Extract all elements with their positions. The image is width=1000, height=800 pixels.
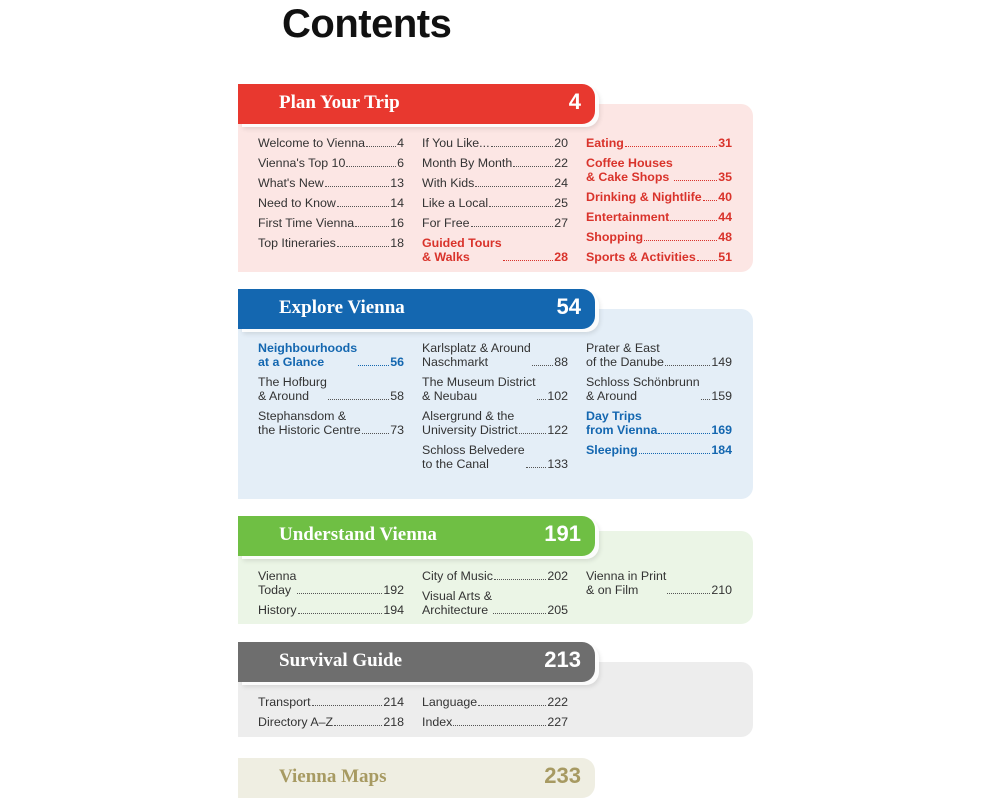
section-page-number: 191 xyxy=(544,521,581,546)
toc-entry[interactable] xyxy=(258,603,404,617)
dot-leader xyxy=(674,180,717,181)
toc-entry-label: History xyxy=(258,603,297,617)
toc-entry-label: Karlsplatz & Around Naschmarkt xyxy=(422,341,531,369)
dot-leader xyxy=(366,146,396,147)
dot-leader xyxy=(491,146,554,147)
dot-leader xyxy=(667,593,710,594)
toc-entry[interactable] xyxy=(422,136,568,150)
toc-entry-label: Transport xyxy=(258,695,311,709)
section-page-number: 233 xyxy=(544,763,581,788)
dot-leader xyxy=(489,206,553,207)
toc-entry-label: The Hofburg & Around xyxy=(258,375,327,403)
toc-entry[interactable] xyxy=(586,230,732,244)
toc-entry-label: Welcome to Vienna xyxy=(258,136,365,150)
toc-entry-page: 51 xyxy=(718,250,732,264)
dot-leader xyxy=(513,166,553,167)
dot-leader xyxy=(298,613,383,614)
toc-entry-page: 40 xyxy=(718,190,732,204)
toc-entry[interactable] xyxy=(586,375,732,403)
toc-entry-page: 102 xyxy=(547,389,568,403)
toc-entry-label: Shopping xyxy=(586,230,644,244)
toc-entry-label: Month By Month xyxy=(422,156,513,170)
toc-entry-label: Guided Tours & Walks xyxy=(422,236,502,264)
toc-entry-page: 214 xyxy=(383,695,404,709)
dot-leader xyxy=(665,365,710,366)
dot-leader xyxy=(471,226,554,227)
entry-column xyxy=(258,569,404,623)
toc-entry-label: Drinking & Nightlife xyxy=(586,190,702,204)
toc-entry[interactable] xyxy=(258,156,404,170)
section-header-plan[interactable] xyxy=(238,84,595,124)
toc-entry[interactable] xyxy=(422,341,568,369)
toc-entry[interactable] xyxy=(586,190,732,204)
toc-entry-page: 202 xyxy=(547,569,568,583)
dot-leader xyxy=(453,725,546,726)
section-title: Vienna Maps xyxy=(279,766,387,787)
section-title: Explore Vienna xyxy=(279,297,405,318)
section-plan-your-trip xyxy=(238,84,753,272)
section-understand-vienna xyxy=(238,516,753,624)
section-title: Plan Your Trip xyxy=(279,92,400,113)
toc-entry[interactable] xyxy=(586,443,732,457)
toc-entry-label: With Kids xyxy=(422,176,475,190)
toc-entry-label: First Time Vienna xyxy=(258,216,355,230)
toc-entry-page: 192 xyxy=(383,583,404,597)
toc-entry[interactable] xyxy=(586,210,732,224)
entry-column xyxy=(258,341,404,443)
section-page-number: 4 xyxy=(568,89,581,114)
entry-column xyxy=(422,695,568,735)
toc-entry-page: 6 xyxy=(397,156,404,170)
dot-leader xyxy=(503,260,554,261)
toc-entry[interactable] xyxy=(422,156,568,170)
toc-entry[interactable] xyxy=(422,443,568,471)
toc-entry-page: 31 xyxy=(718,136,732,150)
dot-leader xyxy=(325,186,389,187)
toc-entry[interactable] xyxy=(422,409,568,437)
toc-entry-label: City of Music xyxy=(422,569,493,583)
toc-entry-page: 16 xyxy=(390,216,404,230)
toc-entry[interactable] xyxy=(422,216,568,230)
toc-entry[interactable] xyxy=(422,569,568,583)
dot-leader xyxy=(670,220,717,221)
section-header-survival[interactable] xyxy=(238,642,595,682)
section-explore-vienna xyxy=(238,289,753,499)
toc-entry-label: Entertainment xyxy=(586,210,670,224)
toc-entry[interactable] xyxy=(422,589,568,617)
toc-entry[interactable] xyxy=(422,236,568,264)
toc-entry-page: 210 xyxy=(711,583,732,597)
entry-column xyxy=(586,136,732,270)
dot-leader xyxy=(703,200,718,201)
section-page-number: 213 xyxy=(544,647,581,672)
toc-entry-page: 227 xyxy=(547,715,568,729)
entry-column xyxy=(258,695,404,735)
toc-entry-label: Eating xyxy=(586,136,624,150)
toc-entry-page: 149 xyxy=(711,355,732,369)
toc-entry-page: 44 xyxy=(718,210,732,224)
toc-entry[interactable] xyxy=(586,136,732,150)
toc-entry-label: Sports & Activities xyxy=(586,250,696,264)
toc-entry-page: 56 xyxy=(390,355,404,369)
dot-leader xyxy=(537,399,547,400)
page-title: Contents xyxy=(282,2,452,46)
dot-leader xyxy=(701,399,711,400)
toc-entry[interactable] xyxy=(586,250,732,264)
entry-column xyxy=(586,341,732,463)
toc-entry-page: 4 xyxy=(397,136,404,150)
dot-leader xyxy=(355,226,389,227)
toc-entry[interactable] xyxy=(258,196,404,210)
toc-entry-page: 14 xyxy=(390,196,404,210)
toc-entry-page: 184 xyxy=(711,443,732,457)
toc-entry-label: Language xyxy=(422,695,478,709)
toc-entry[interactable] xyxy=(586,156,732,184)
toc-entry-label: Visual Arts & Architecture xyxy=(422,589,493,617)
toc-entry-label: Coffee Houses & Cake Shops xyxy=(586,156,673,184)
dot-leader xyxy=(532,365,553,366)
toc-entry-label: Top Itineraries xyxy=(258,236,336,250)
dot-leader xyxy=(478,705,546,706)
entry-column xyxy=(422,569,568,623)
section-header-maps[interactable] xyxy=(238,758,595,798)
toc-entry-page: 73 xyxy=(390,423,404,437)
section-title: Survival Guide xyxy=(279,650,402,671)
toc-entry-label: The Museum District & Neubau xyxy=(422,375,536,403)
toc-entry-page: 24 xyxy=(554,176,568,190)
toc-entry-page: 13 xyxy=(390,176,404,190)
entry-column xyxy=(258,136,404,256)
toc-entry-label: Stephansdom & the Historic Centre xyxy=(258,409,361,437)
toc-entry[interactable] xyxy=(258,695,404,709)
toc-entry[interactable] xyxy=(258,341,404,369)
toc-entry-label: Neighbourhoods at a Glance xyxy=(258,341,358,369)
toc-entry[interactable] xyxy=(422,715,568,729)
toc-entry-label: Schloss Schönbrunn & Around xyxy=(586,375,700,403)
section-page-number: 54 xyxy=(556,294,581,319)
dot-leader xyxy=(297,593,382,594)
toc-entry-label: Schloss Belvedere to the Canal xyxy=(422,443,525,471)
dot-leader xyxy=(334,725,382,726)
toc-entry-page: 48 xyxy=(718,230,732,244)
dot-leader xyxy=(519,433,547,434)
toc-entry-page: 133 xyxy=(547,457,568,471)
dot-leader xyxy=(639,453,711,454)
toc-entry-page: 25 xyxy=(554,196,568,210)
toc-entry-page: 28 xyxy=(554,250,568,264)
dot-leader xyxy=(337,246,389,247)
toc-entry-page: 222 xyxy=(547,695,568,709)
section-header-explore[interactable] xyxy=(238,289,595,329)
dot-leader xyxy=(475,186,553,187)
toc-entry[interactable] xyxy=(258,409,404,437)
toc-entry-label: Vienna in Print & on Film xyxy=(586,569,667,597)
toc-entry-page: 122 xyxy=(547,423,568,437)
toc-entry[interactable] xyxy=(258,136,404,150)
toc-entry[interactable] xyxy=(422,176,568,190)
dot-leader xyxy=(625,146,717,147)
toc-entry-label: What's New xyxy=(258,176,324,190)
toc-entry[interactable] xyxy=(586,569,732,597)
dot-leader xyxy=(337,206,389,207)
entry-column xyxy=(422,341,568,477)
toc-entry[interactable] xyxy=(258,375,404,403)
toc-entry[interactable] xyxy=(422,375,568,403)
toc-entry-label: Like a Local xyxy=(422,196,489,210)
toc-entry[interactable] xyxy=(586,409,732,437)
dot-leader xyxy=(493,613,546,614)
dot-leader xyxy=(358,365,389,366)
section-vienna-maps xyxy=(238,758,753,798)
toc-entry-page: 169 xyxy=(711,423,732,437)
dot-leader xyxy=(697,260,717,261)
toc-entry-page: 88 xyxy=(554,355,568,369)
entry-column xyxy=(422,136,568,270)
dot-leader xyxy=(494,579,546,580)
toc-entry-label: For Free xyxy=(422,216,470,230)
toc-entry-label: Alsergrund & the University District xyxy=(422,409,518,437)
toc-entry-label: Directory A–Z xyxy=(258,715,334,729)
toc-entry-label: Day Trips from Vienna xyxy=(586,409,658,437)
dot-leader xyxy=(346,166,396,167)
toc-entry-page: 20 xyxy=(554,136,568,150)
toc-entry-label: Vienna Today xyxy=(258,569,297,597)
toc-entry[interactable] xyxy=(258,216,404,230)
toc-entry-page: 205 xyxy=(547,603,568,617)
dot-leader xyxy=(328,399,389,400)
toc-entry-label: Sleeping xyxy=(586,443,638,457)
dot-leader xyxy=(362,433,390,434)
dot-leader xyxy=(526,467,547,468)
dot-leader xyxy=(312,705,383,706)
dot-leader xyxy=(644,240,717,241)
dot-leader xyxy=(658,433,710,434)
toc-entry[interactable] xyxy=(422,695,568,709)
toc-entry[interactable] xyxy=(258,176,404,190)
section-title: Understand Vienna xyxy=(279,524,437,545)
toc-entry-page: 159 xyxy=(711,389,732,403)
toc-entry[interactable] xyxy=(258,236,404,250)
toc-entry-label: If You Like... xyxy=(422,136,490,150)
toc-entry-page: 27 xyxy=(554,216,568,230)
toc-entry[interactable] xyxy=(586,341,732,369)
entry-column xyxy=(586,569,732,603)
toc-entry-label: Prater & East of the Danube xyxy=(586,341,664,369)
toc-entry[interactable] xyxy=(422,196,568,210)
toc-entry-label: Vienna's Top 10 xyxy=(258,156,346,170)
toc-entry[interactable] xyxy=(258,569,404,597)
toc-entry-page: 58 xyxy=(390,389,404,403)
toc-entry-page: 35 xyxy=(718,170,732,184)
toc-entry-label: Index xyxy=(422,715,453,729)
toc-entry-page: 18 xyxy=(390,236,404,250)
section-survival-guide xyxy=(238,642,753,737)
toc-entry-page: 218 xyxy=(383,715,404,729)
toc-entry[interactable] xyxy=(258,715,404,729)
toc-entry-page: 22 xyxy=(554,156,568,170)
section-header-understand[interactable] xyxy=(238,516,595,556)
toc-entry-page: 194 xyxy=(383,603,404,617)
toc-entry-label: Need to Know xyxy=(258,196,336,210)
